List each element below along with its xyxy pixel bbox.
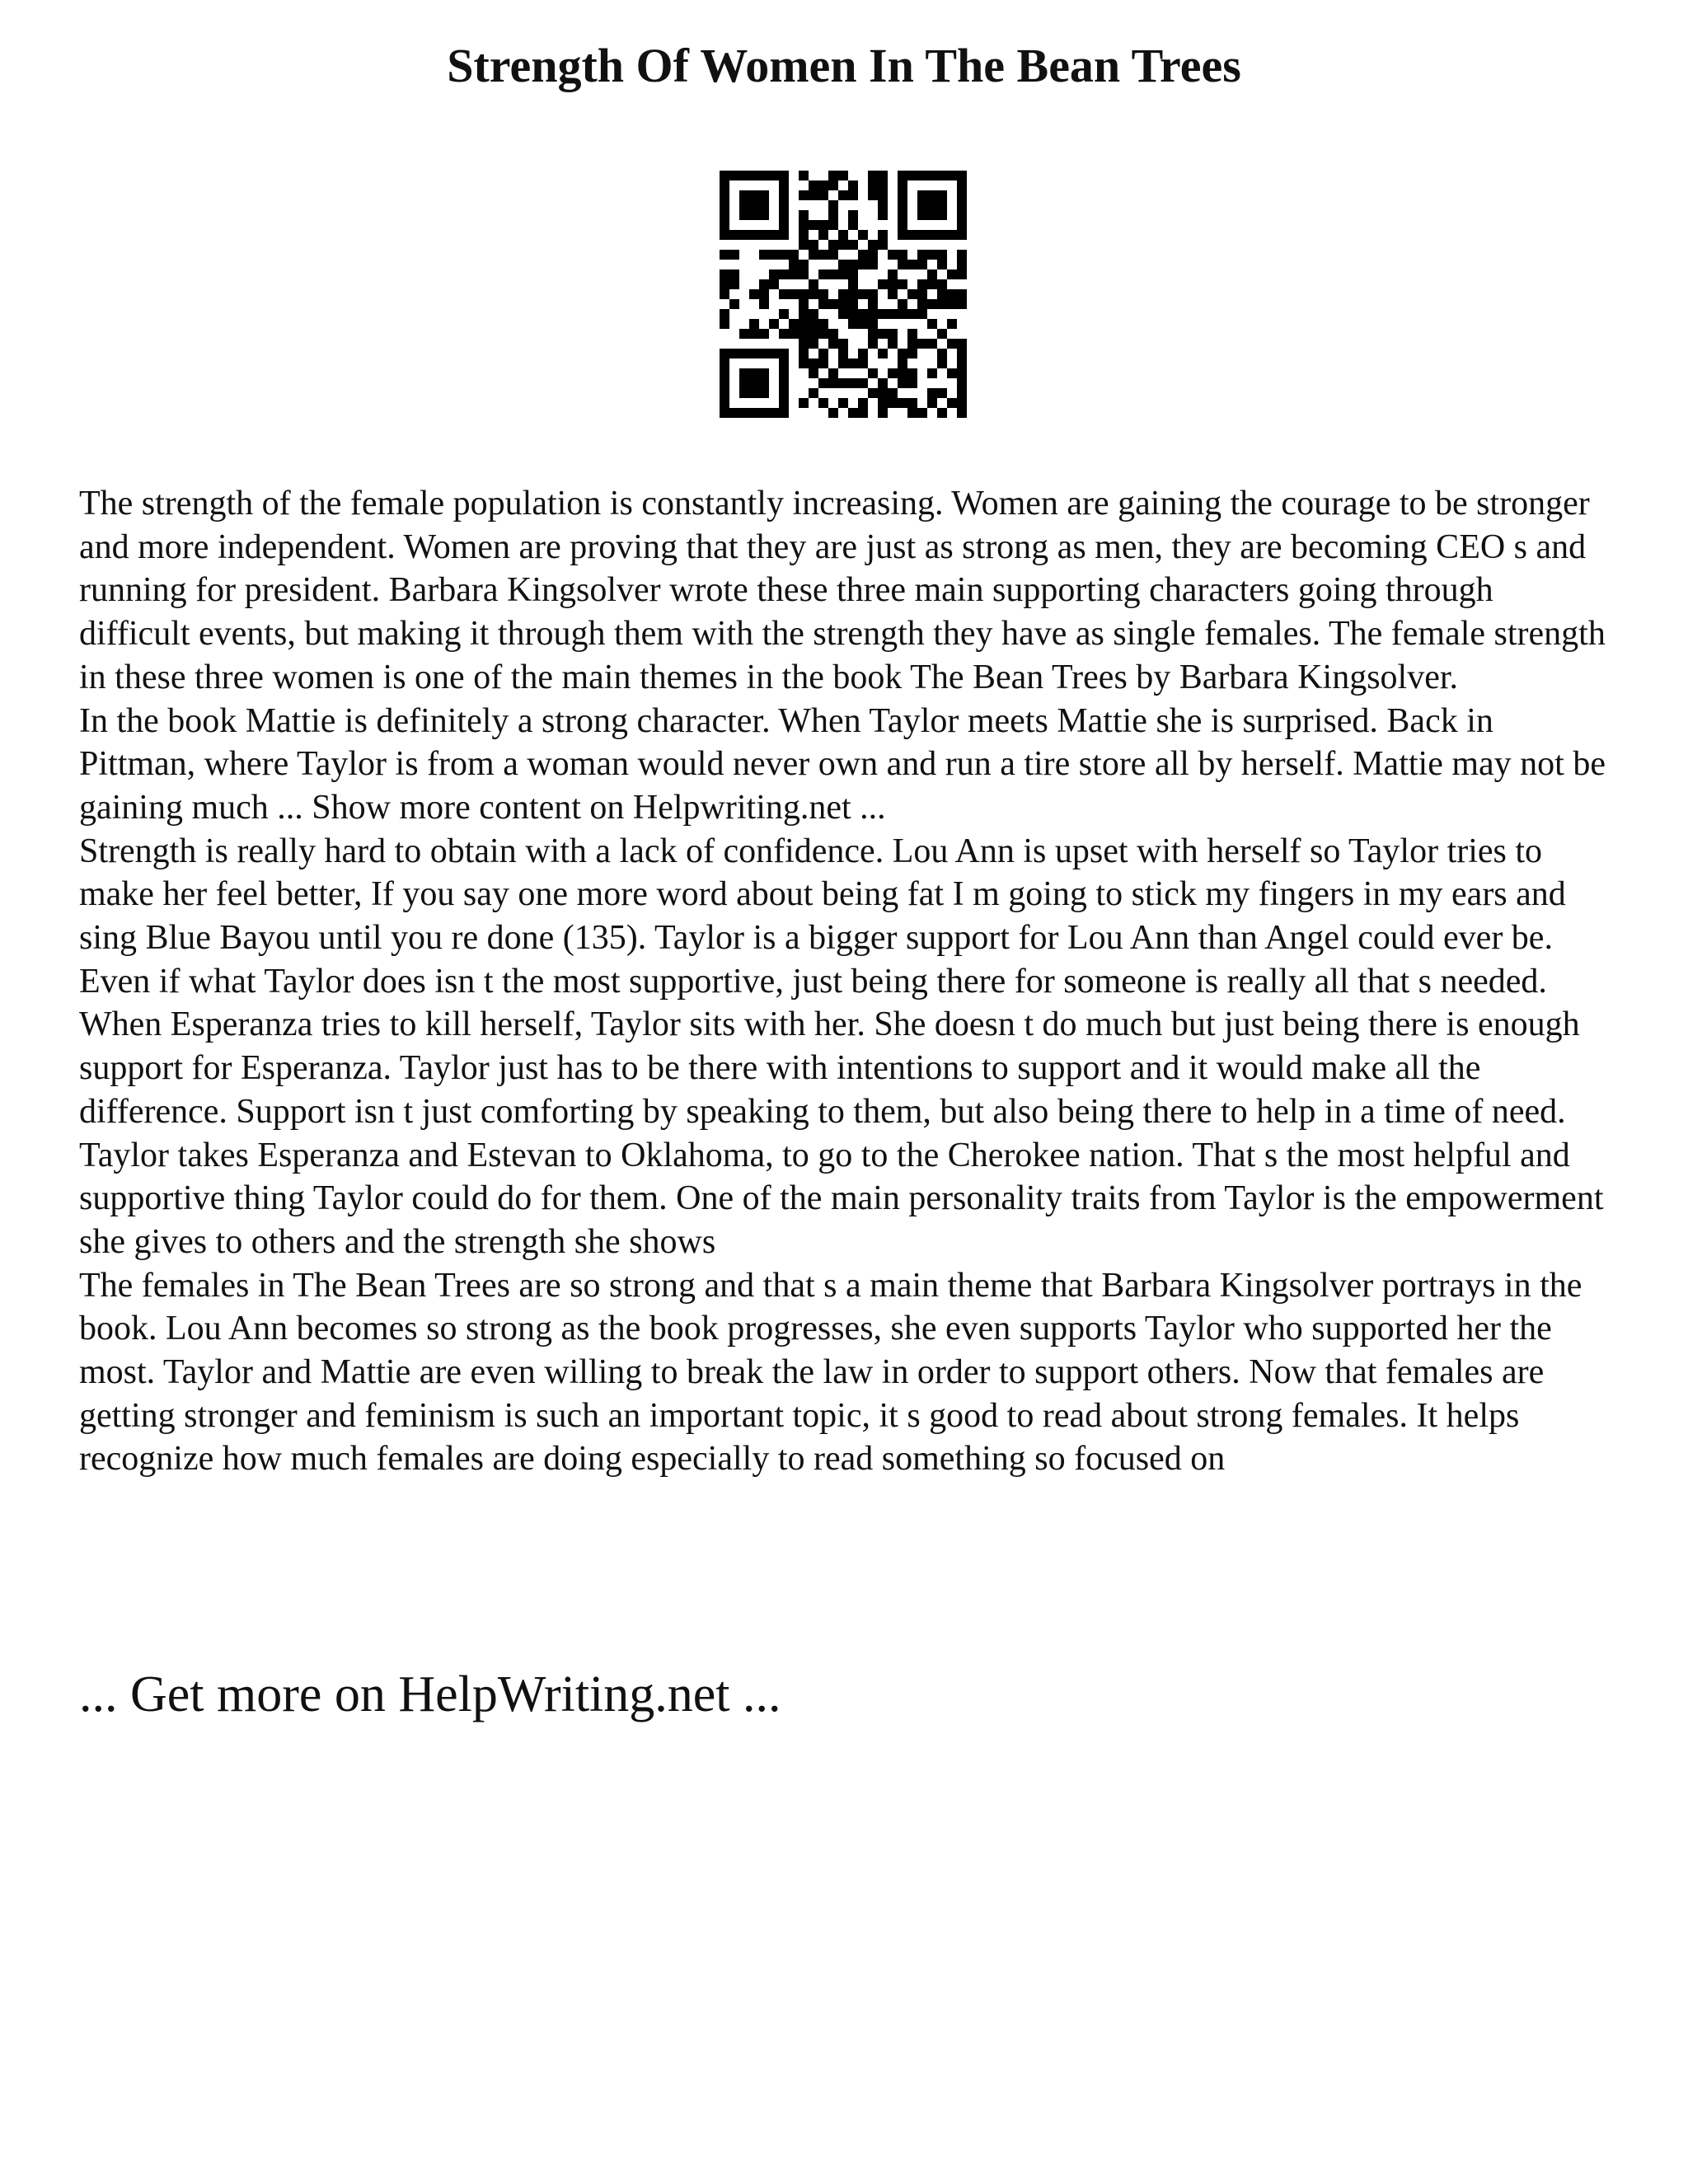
paragraph-intro: The strength of the female population is constantly increasing. Women are gaining the courage to be stronger and more independent. Women are proving that they are just as strong as men, they are becoming CEO s and running for president. Barbara Kingsolver wrote these three main supporting characters going through difficult events, but making it through them with the strength they have as single females. The female strength in these three women is one of the main themes in the book The Bean Trees by Barbara Kingsolver. (79, 485, 1606, 696)
essay-body (79, 482, 1612, 1481)
paragraph-strength: Strength is really hard to obtain with a lack of confidence. Lou Ann is upset with herself so Taylor tries to make her feel better, If you say one more word about being fat I m going to stick my fingers in my ears and sing Blue Bayou until you re done (135). Taylor is a bigger support for Lou Ann than Angel could ever be. Even if what Taylor does isn t the most supportive, just being there for someone is really all that s needed. When Esperanza tries to kill herself, Taylor sits with her. She doesn t do much but just being there is enough support for Esperanza. Taylor just has to be there with intentions to support and it would make all the difference. Support isn t just comforting by speaking to them, but also being there to help in a time of need. Taylor takes Esperanza and Estevan to Oklahoma, to go to the Cherokee nation. That s the most helpful and supportive thing Taylor could do for them. One of the main personality traits from Taylor is the empowerment she gives to others and the strength she shows (79, 832, 1604, 1261)
get-more-link[interactable]: ... Get more on HelpWriting.net ... (79, 1666, 781, 1722)
paragraph-mattie: In the book Mattie is definitely a strong character. When Taylor meets Mattie she is surprised. Back in Pittman, where Taylor is from a woman would never own and run a tire store all by herself. Mattie may not be gaining much ... Show more content on Helpwriting.net ... (79, 701, 1606, 827)
qr-code-icon (720, 171, 967, 418)
paragraph-conclusion: The females in The Bean Trees are so strong and that s a main theme that Barbara Kingsolver portrays in the book. Lou Ann becomes so strong as the book progresses, she even supports Taylor who supported her the most. Taylor and Mattie are even willing to break the law in order to support others. Now that females are getting stronger and feminism is such an important topic, it s good to read about strong females. It helps recognize how much females are doing especially to read something so focused on (79, 1266, 1582, 1479)
page-title: Strength Of Women In The Bean Trees (447, 39, 1241, 92)
